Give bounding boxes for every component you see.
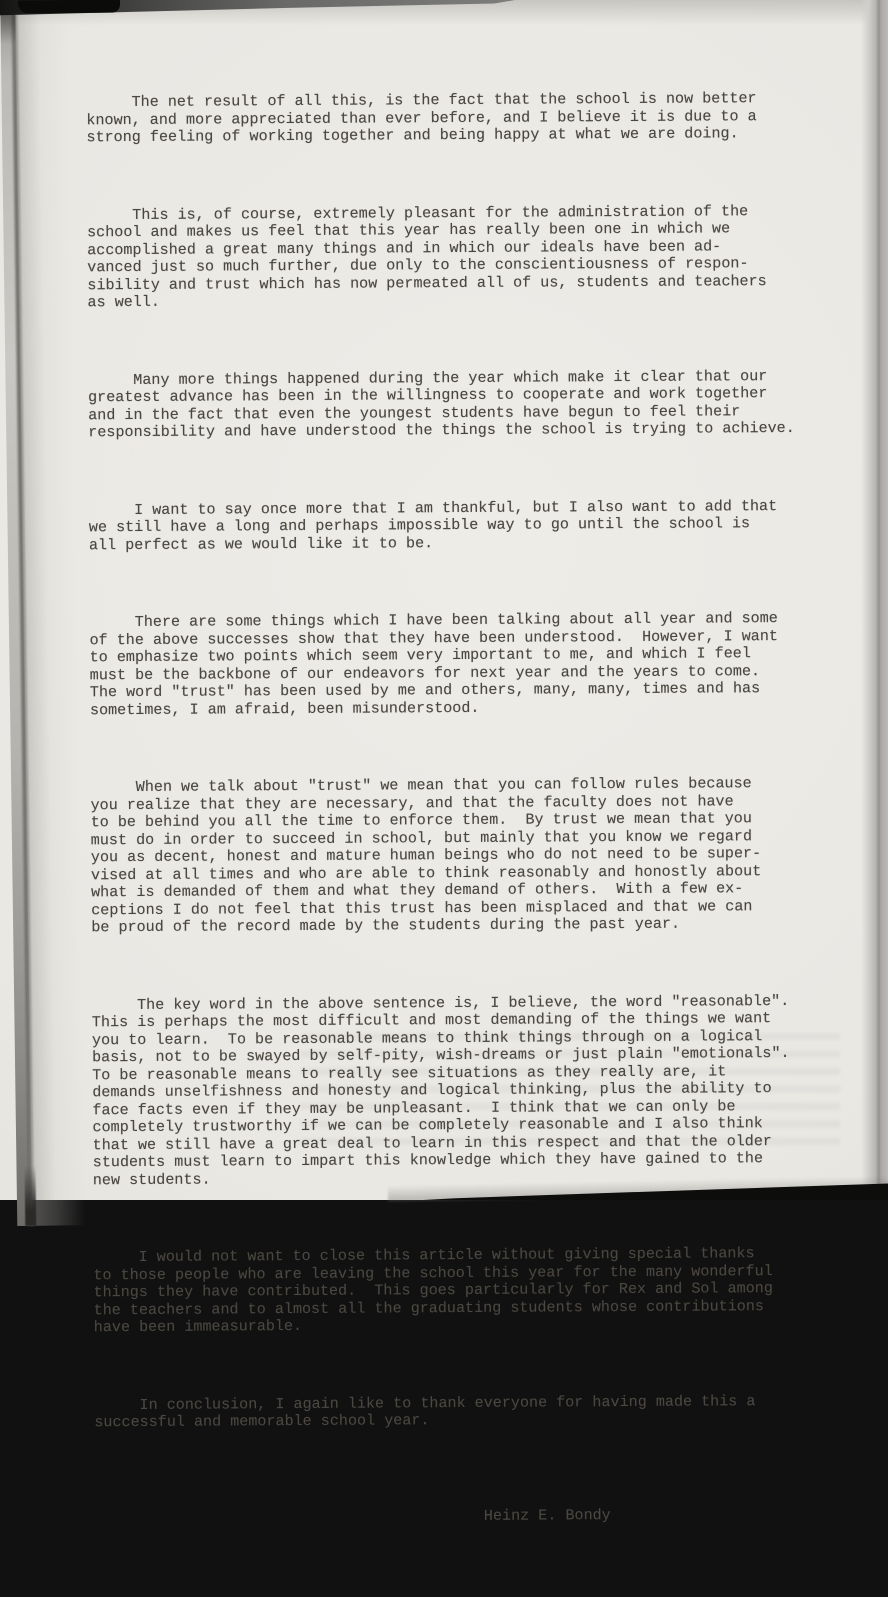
paragraph-2: This is, of course, extremely pleasant for the administration of the school and makes us feel that this year has really been one in which we accomplished a great many things and in which our ideals have been ad- vanced just so much further, due only to the conscientiousness of respon- sibility and trust which has now permeated all of us, students and teachers as well. bbox=[86, 201, 767, 312]
paragraph-6: When we talk about "trust" we mean that you can follow rules because you realize that they are necessary, and that the faculty does not have to be behind you all the time to enforce them. By trust we mean that you must do in order to succeed in school, but mainly that you know we regard you as decent, honest and mature human beings who do not need to be super- vised at all times and who are able to think reasonably and honostly about what is demanded of them and what they demand of others. With a few ex- ceptions I do not feel that this trust has been misplaced and that we can be proud of the record made by the students during the past year. bbox=[90, 774, 762, 937]
paragraph-3: Many more things happened during the year which make it clear that our greatest advance has been in the willingness to cooperate and work together and in the fact that even the youngest students have begun to feel their responsibility and have understood the things the school is trying to achieve. bbox=[87, 366, 795, 442]
signature: Heinz E. Bondy bbox=[483, 1505, 611, 1525]
binding-shadow-bottom bbox=[24, 1166, 36, 1226]
typewritten-text bbox=[86, 55, 837, 1597]
paragraph-4: I want to say once more that I am thankful, but I also want to add that we still have a long and perhaps impossible way to go until the school is all perfect as we would like it to be. bbox=[88, 496, 778, 554]
paragraph-5: There are some things which I have been talking about all year and some of the above successes show that they have been understood. However, I want to emphasize two points which seem very important to me, and which I feel must be the backbone of our endeavors for next year and the years to come. The word "trust" has been used by me and others, many, many, times and has sometimes, I am afraid, been misunderstood. bbox=[89, 609, 778, 719]
paragraph-7: The key word in the above sentence is, I believe, the word "reasonable". This is perhaps the most difficult and most demanding of the things we want you to learn. To be reasonable means to think things through on a logical basis, not to be swayed by self-pity, wish-dreams or just plain "emotionals". To be reasonable means to really see situations as they really are, it demands unselfishness and honesty and logical thinking, plus the ability to face facts even if they may be unpleasant. I think that we can only be completely trustworthy if we can be completely reasonable and I also think that we still have a great deal to learn in this respect and that the older students must learn to impart this knowledge which they have gained to the new students. bbox=[91, 991, 790, 1189]
page-stack-right-edge bbox=[861, 0, 888, 1200]
paragraph-9: In conclusion, I again like to thank everyone for having made this a successful and memorable school year. bbox=[94, 1391, 756, 1432]
paragraph-1: The net result of all this, is the fact that the school is now better known, and more appreciated than ever before, and I believe it is due to a strong feeling of working together and being happy at what we are doing. bbox=[86, 89, 757, 147]
paragraph-8: I would not want to close this article without giving special thanks to those people who are leaving the school this year for the many wonderful things they have contributed. This goes particularly for Rex and Sol among the teachers and to almost all the graduating students whose contributions have been immeasurable. bbox=[93, 1244, 773, 1337]
top-black-mark bbox=[18, 0, 120, 13]
faded-ink-smudge bbox=[129, 443, 183, 458]
book-gutter bbox=[0, 0, 97, 1226]
